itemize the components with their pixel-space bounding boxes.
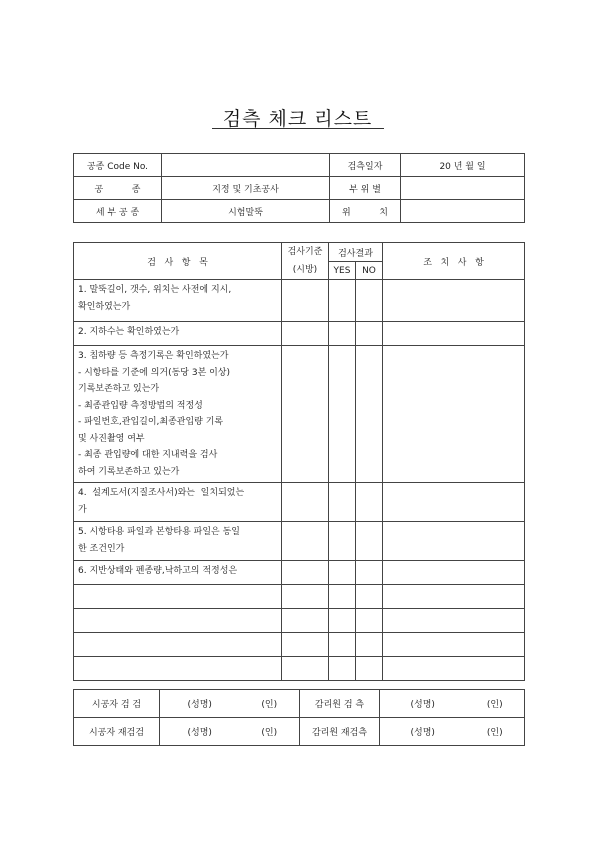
check-item [74, 609, 282, 633]
yes-cell[interactable] [329, 633, 356, 657]
check-item-line: 6. 지반상태와 펜종량,낙하고의 적정성은 [78, 566, 238, 576]
check-item-line: 하여 기록보존하고 있는가 [78, 466, 180, 477]
supervisor-inspect-sign[interactable]: (성명) [380, 690, 466, 718]
no-cell[interactable] [356, 483, 383, 522]
table-row [74, 633, 525, 657]
criteria-cell[interactable] [282, 657, 329, 681]
yes-cell[interactable] [329, 483, 356, 522]
contractor-reinspect-sign[interactable]: (성명) [160, 718, 240, 746]
no-cell[interactable] [356, 585, 383, 609]
location-value[interactable] [401, 200, 525, 223]
criteria-cell[interactable] [282, 609, 329, 633]
info-table [73, 153, 525, 223]
table-row [74, 346, 525, 483]
check-item [74, 633, 282, 657]
no-cell[interactable] [356, 322, 383, 346]
trade-label: 공 종 [74, 177, 162, 200]
action-cell[interactable] [383, 346, 525, 483]
action-cell[interactable] [383, 609, 525, 633]
check-item [74, 657, 282, 681]
contractor-reinspect-seal[interactable]: (인) [240, 718, 300, 746]
code-label: 공종 Code No. [74, 154, 162, 177]
criteria-cell[interactable] [282, 585, 329, 609]
table-row [74, 561, 525, 585]
part-label: 부 위 별 [330, 177, 401, 200]
check-item-line: 한 조건인가 [78, 543, 125, 554]
trade-value[interactable]: 지정 및 기초공사 [162, 177, 330, 200]
supervisor-reinspect-seal[interactable]: (인) [466, 718, 525, 746]
no-cell[interactable] [356, 346, 383, 483]
action-cell[interactable] [383, 522, 525, 561]
table-row [74, 657, 525, 681]
location-label: 위 치 [330, 200, 401, 223]
check-item-line: 1. 말뚝길이, 갯수, 위치는 사전에 지시, [78, 285, 232, 295]
yes-cell[interactable] [329, 322, 356, 346]
check-item [74, 322, 282, 346]
contractor-inspect-seal[interactable]: (인) [240, 690, 300, 718]
criteria-cell[interactable] [282, 522, 329, 561]
check-item-line: 4. 설계도서(지질조사서)와는 일치되었는 [78, 488, 245, 498]
table-row [74, 322, 525, 346]
checklist-body [74, 280, 525, 681]
check-item-line: - 최종 관입량에 대한 지내력을 검사 [78, 450, 218, 460]
check-item-line: 5. 시항타용 파일과 본항타용 파일은 동일 [78, 527, 240, 537]
check-item-line: 및 사진촬영 여부 [78, 433, 145, 444]
checklist-table [73, 242, 525, 681]
no-cell[interactable] [356, 633, 383, 657]
code-value[interactable] [162, 154, 330, 177]
table-row [74, 609, 525, 633]
yes-cell[interactable] [329, 346, 356, 483]
criteria-cell[interactable] [282, 346, 329, 483]
table-row [74, 522, 525, 561]
no-cell[interactable] [356, 561, 383, 585]
yes-cell[interactable] [329, 585, 356, 609]
no-cell[interactable] [356, 280, 383, 322]
check-item [74, 483, 282, 522]
table-row [74, 280, 525, 322]
subtrade-value[interactable]: 시험말뚝 [162, 200, 330, 223]
header-action: 조 치 사 항 [383, 243, 525, 280]
date-label: 검측일자 [330, 154, 401, 177]
part-value[interactable] [401, 177, 525, 200]
header-item: 검 사 항 목 [74, 243, 282, 280]
check-item [74, 346, 282, 483]
header-no: NO [356, 262, 383, 280]
check-item [74, 561, 282, 585]
action-cell[interactable] [383, 280, 525, 322]
no-cell[interactable] [356, 657, 383, 681]
no-cell[interactable] [356, 522, 383, 561]
yes-cell[interactable] [329, 561, 356, 585]
header-criteria-bottom: (시방) [292, 265, 318, 275]
check-item-line: 확인하였는가 [78, 301, 131, 312]
contractor-inspect-label: 시공자 검 검 [74, 690, 160, 718]
yes-cell[interactable] [329, 609, 356, 633]
check-item-line: 2. 지하수는 확인하였는가 [78, 327, 180, 337]
header-criteria [282, 243, 329, 280]
check-item-line: - 최종관입량 측정방법의 적정성 [78, 400, 203, 411]
action-cell[interactable] [383, 561, 525, 585]
contractor-reinspect-label: 시공자 재검검 [74, 718, 160, 746]
action-cell[interactable] [383, 483, 525, 522]
criteria-cell[interactable] [282, 633, 329, 657]
table-row [74, 483, 525, 522]
signature-table [73, 689, 525, 746]
table-row [74, 585, 525, 609]
title-underline [212, 128, 384, 129]
criteria-cell[interactable] [282, 561, 329, 585]
yes-cell[interactable] [329, 522, 356, 561]
check-item-line: 가 [78, 504, 87, 515]
yes-cell[interactable] [329, 657, 356, 681]
header-criteria-top: 검사기준 [287, 247, 323, 257]
header-result: 검사결과 [329, 243, 383, 262]
action-cell[interactable] [383, 585, 525, 609]
date-value[interactable]: 20 년 월 일 [401, 154, 525, 177]
subtrade-label: 세 부 공 종 [74, 200, 162, 223]
criteria-cell[interactable] [282, 322, 329, 346]
supervisor-inspect-seal[interactable]: (인) [466, 690, 525, 718]
action-cell[interactable] [383, 657, 525, 681]
page-title: 검측 체크 리스트 [222, 108, 373, 130]
action-cell[interactable] [383, 633, 525, 657]
criteria-cell[interactable] [282, 280, 329, 322]
check-item-line: 기록보존하고 있는가 [78, 384, 160, 394]
check-item-line: - 시항타를 기준에 의거(동당 3본 이상) [78, 367, 231, 378]
criteria-cell[interactable] [282, 483, 329, 522]
check-item [74, 585, 282, 609]
supervisor-inspect-label: 감리원 검 측 [300, 690, 380, 718]
check-item-line: - 파일번호,관입길이,최종관입량 기록 [78, 417, 224, 427]
header-yes: YES [329, 262, 356, 280]
supervisor-reinspect-label: 감리원 재검측 [300, 718, 380, 746]
check-item [74, 280, 282, 322]
no-cell[interactable] [356, 609, 383, 633]
check-item-line: 3. 침하량 등 측정기록은 확인하였는가 [78, 351, 229, 361]
check-item [74, 522, 282, 561]
contractor-inspect-sign[interactable]: (성명) [160, 690, 240, 718]
action-cell[interactable] [383, 322, 525, 346]
yes-cell[interactable] [329, 280, 356, 322]
supervisor-reinspect-sign[interactable]: (성명) [380, 718, 466, 746]
